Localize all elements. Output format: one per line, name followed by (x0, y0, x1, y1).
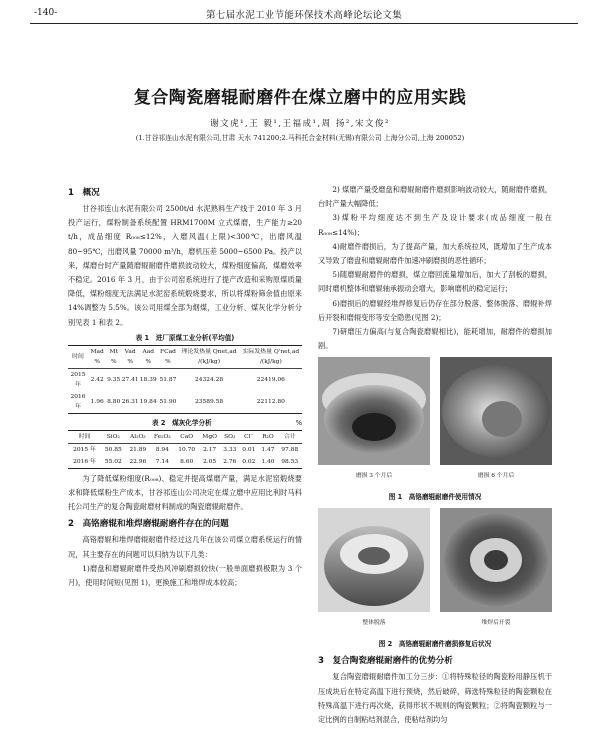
list-item: 5)随磨辊耐磨件的磨损，煤立磨回流量增加后，加大了刮板的磨损，同时磨机整体和磨辊轴承振动会增大，影响磨机的稳定运行； (318, 270, 552, 294)
journal-title: 第七届水泥工业节能环保技术高峰论坛论文集 (206, 10, 403, 21)
list-item: 4)耐磨件磨损后，为了提高产量，加大系统拉风，既增加了生产成本又导致了磨盘和磨辊耐磨件加速冲刷磨损的恶性循环； (318, 241, 552, 266)
table-cell: 2016 年 (73, 458, 96, 465)
worn-roller-photo-6-months (440, 357, 552, 465)
table-cell: 8.94 (155, 446, 169, 453)
authors: 谢文虎¹,王 毅¹,王福成¹,周 扬²,宋文俊² (210, 119, 390, 129)
table-cell: 0.01 (242, 446, 256, 453)
table-header-cell: 实际发热量 Q'net,ad /(kJ/kg) (242, 348, 300, 365)
right-column (318, 183, 552, 727)
table-cell: 19.84 (139, 398, 157, 405)
table-cell: 3.33 (223, 446, 237, 453)
table-header-cell: SO₃ (224, 433, 236, 440)
section-3-heading: 3 复合陶瓷磨辊耐磨件的优势分析 (318, 656, 453, 667)
table-cell: 8.80 (107, 398, 121, 405)
table-2-caption (68, 417, 302, 430)
table-header-cell: MgO (202, 433, 217, 440)
table-cell: 2.05 (203, 458, 217, 465)
table-header-cell: Mt % (109, 348, 118, 365)
table-cell: 2015 年 (70, 371, 86, 388)
table-2 (68, 430, 302, 469)
table-header-cell: R₂O (262, 433, 274, 440)
table-cell: 10.70 (178, 446, 196, 453)
affiliation: (1.甘谷祁连山水泥有限公司,甘肃 天水 741200;2.马科托合金材料(无锡)有限公司 上海分公司,上海 200052) (135, 134, 465, 142)
header-rule (30, 23, 578, 24)
table-cell: 8.60 (180, 458, 194, 465)
left-column (68, 183, 302, 590)
list-item: 7)研磨压力偏高(与复合陶瓷磨辊相比)，能耗增加，耐磨件的磨损加剧。 (318, 327, 552, 351)
table-cell: 50.85 (104, 446, 122, 453)
table-cell: 18.39 (139, 376, 157, 383)
table-cell: 98.53 (281, 458, 299, 465)
paragraph: 甘谷祁连山水泥有限公司 2500t/d 水泥熟料生产线于 2010 年 3 月投产运行，煤粉制备系统配置 HRM1700M 立式煤磨，生产能力≥20 t/h，成品细度 R₀₀₈≤12%，入磨风温(上限)<300℃，出磨风温 80~95℃，出磨风量 70000 m³/h，磨机压差 5000~6500 Pa。投产以来，煤磨台时产量随磨辊耐磨件磨损波动较大，煤粉细度偏高，煤磨效率不稳定。2016 年 3 月，由于公司窑系统进行了提产改造和采购原煤质量降低，煤粉细度无法满足水泥窑系统煅烧要求，所以将煤粉筛余值由原来 14%调整为 5.5%。该公司用煤全部为烟煤，工业分析、煤灰化学分析分别见表 1 和表 2。 (68, 204, 302, 327)
table-header-cell: 合计 (283, 433, 296, 440)
table-cell: 2.76 (223, 458, 237, 465)
figure-1-label-a: 磨损 3 个月后 (355, 473, 393, 480)
table-2-unit: % (295, 418, 302, 427)
table-cell: 27.41 (121, 376, 139, 383)
section-1-heading: 1 概况 (68, 188, 100, 198)
table-row (68, 443, 302, 456)
page-number: -140- (34, 8, 58, 18)
table-cell: 22.96 (129, 458, 147, 465)
table-cell: 21.89 (129, 446, 147, 453)
table-row (68, 368, 302, 391)
table-header-cell: Cl⁻ (244, 433, 254, 440)
paragraph: 1)磨盘和磨辊耐磨件受热风冲刷磨损较快(一般单面磨损极限为 3 个月)，使用时间短(见图 1)，更换施工和堆焊成本较高； (68, 563, 302, 588)
running-header (0, 0, 600, 26)
table-header-cell: 时间 (72, 353, 84, 360)
figure-1 (318, 357, 552, 489)
table-row (68, 391, 302, 414)
table-cell: 2.42 (90, 376, 104, 383)
figure-2-label-b: 堆焊后开裂 (481, 620, 511, 627)
figure-2-caption: 图 2 高铬磨辊耐磨件磨损修复后状况 (378, 640, 492, 649)
table-cell: 7.14 (155, 458, 169, 465)
table-header-cell: Aad % (142, 348, 155, 365)
table-cell: 22112.80 (256, 398, 285, 405)
table-1 (68, 345, 302, 414)
figure-1-caption: 图 1 高铬磨辊耐磨件使用情况 (388, 493, 482, 502)
figure-1-label-b: 磨损 6 个月后 (477, 473, 515, 480)
table-header-cell: Al₂O₃ (129, 433, 146, 440)
paragraph: 高铬磨辊和堆焊磨辊耐磨件经过这几年在该公司煤立磨系统运行的情况，其主要存在的问题可以归纳为以下几类： (68, 535, 302, 559)
section-2-heading: 2 高铬磨辊和堆焊磨辊耐磨件存在的问题 (68, 519, 229, 530)
table-cell: 51.87 (159, 376, 177, 383)
table-header-cell: FCad % (159, 348, 176, 365)
table-cell: 51.90 (159, 398, 177, 405)
worn-roller-photo-3-months (318, 357, 430, 465)
table-header-cell: Mad % (90, 348, 104, 365)
cracked-roller-photo (440, 508, 552, 612)
list-item: 6)磨损后的磨辊经堆焊修复后仍存在部分脱落、整体脱落、磨辊补焊后开裂和磨辊变形等安全隐患(见图 2)； (318, 298, 552, 322)
table-header-cell: Vad % (124, 348, 136, 365)
table-cell: 1.96 (90, 398, 104, 405)
table-cell: 22419.06 (256, 376, 285, 383)
figure-2 (318, 508, 552, 636)
table-header-cell: SiO₂ (106, 433, 120, 440)
table-header-cell: Fe₂O₃ (153, 433, 171, 440)
table-cell: 24324.28 (195, 376, 224, 383)
table-cell: 2015 年 (73, 446, 96, 453)
table-cell: 0.02 (242, 458, 256, 465)
paper-title: 复合陶瓷磨辊耐磨件在煤立磨中的应用实践 (133, 88, 467, 108)
table-cell: 97.88 (281, 446, 299, 453)
table-1-caption: 表 1 进厂原煤工业分析(平均值) (135, 333, 235, 342)
paragraph: 为了降低煤粉细度(R₀₀₈)、稳定并提高煤磨产量，满足水泥窑煅烧要求和降低煤粉生产成本，甘谷祁连山公司决定在煤立磨中应用比利时马科托公司生产的复合陶瓷耐磨材料制成的陶瓷磨辊耐磨件。 (68, 473, 302, 512)
table-header-cell: 理论发热量 Qnet,ad /(kJ/kg) (181, 348, 237, 365)
list-item: 2) 煤磨产量受磨盘和磨辊耐磨件磨损影响波动较大，随耐磨件磨损，台时产量大幅降低； (318, 185, 552, 209)
table-cell: 1.47 (261, 446, 275, 453)
list-item: 3)煤粉平均细度达不到生产及设计要求(成品细度一般在 R₀₀₈≤14%)； (318, 213, 552, 237)
table-header-cell: 时间 (78, 433, 91, 440)
table-cell: 1.40 (261, 458, 275, 465)
table-cell: 23589.58 (195, 398, 224, 405)
table-cell: 55.02 (104, 458, 122, 465)
table-cell: 26.31 (121, 398, 139, 405)
paragraph: 复合陶瓷磨辊耐磨件加工分三步：①将特殊粒径的陶瓷粉用静压机干压成块后在特定高温下进行预烧，然后破碎，筛选特殊粒径的陶瓷颗粒在特殊高温下进行再次烧，获得形状不规则的陶瓷颗粒；②将陶瓷颗粒与一定比例的自制粘结剂混合，使粘结剂均匀 (318, 672, 552, 725)
table-cell: 2.17 (203, 446, 217, 453)
detached-roller-photo (318, 508, 430, 612)
table-header-cell: CaO (180, 433, 194, 440)
table-row (68, 456, 302, 469)
table-cell: 9.35 (107, 376, 121, 383)
table-cell: 2016 年 (70, 393, 86, 410)
table-2-title: 表 2 煤灰化学分析 (152, 418, 212, 427)
figure-2-label-a: 整体脱落 (362, 620, 386, 627)
